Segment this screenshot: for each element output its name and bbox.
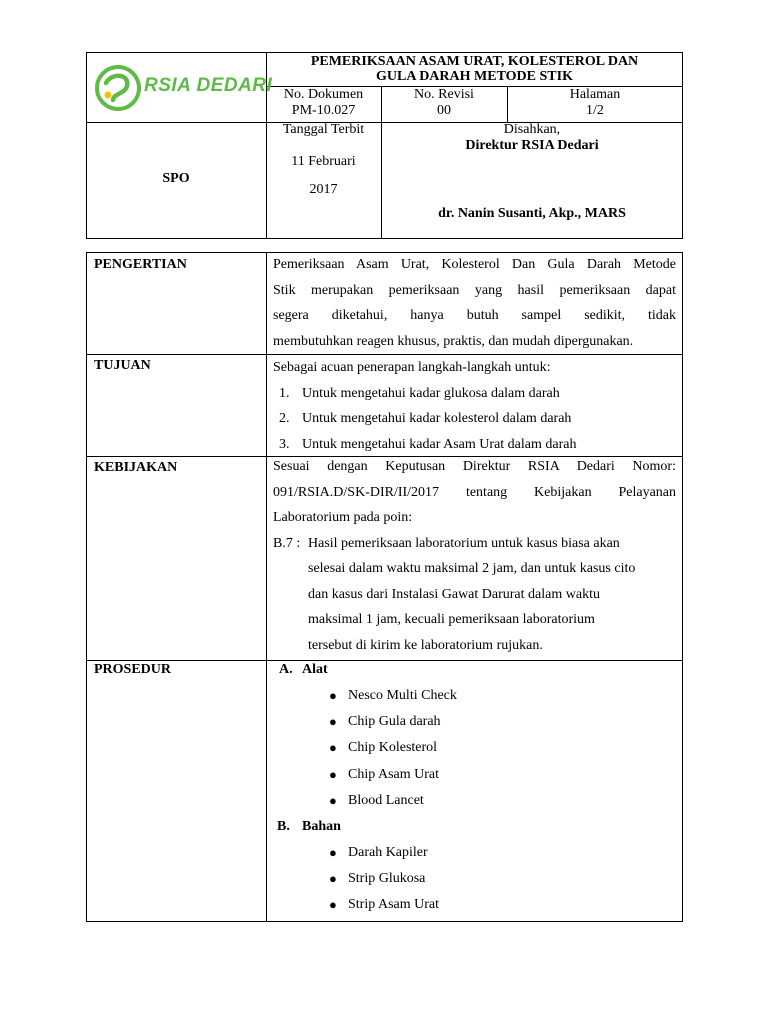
- tanggal-terbit-cell: [266, 122, 381, 198]
- halaman-value: 1/2: [586, 103, 604, 118]
- kebijakan-line: 091/RSIA.D/SK-DIR/II/2017 tentang Kebijakan Pelayanan: [273, 484, 676, 500]
- bullet-icon: ●: [329, 688, 337, 703]
- alat-marker: A.: [279, 662, 293, 677]
- alat-item: Chip Gula darah: [348, 714, 441, 730]
- bahan-item: Darah Kapiler: [348, 844, 428, 860]
- list-item: [329, 892, 676, 918]
- bullet-icon: ●: [329, 897, 337, 913]
- title-line-1: PEMERIKSAAN ASAM URAT, KOLESTEROL DAN: [310, 54, 639, 69]
- tujuan-item: [273, 381, 676, 407]
- kebijakan-point: [273, 531, 676, 659]
- list-item: [329, 735, 676, 761]
- tujuan-item-num: 1.: [279, 385, 290, 401]
- bahan-heading: [273, 814, 676, 840]
- alat-item: Blood Lancet: [348, 792, 424, 808]
- logo-mark-icon: [94, 63, 142, 113]
- pengertian-label: PENGERTIAN: [94, 257, 187, 272]
- bullet-icon: ●: [329, 792, 337, 808]
- pengertian-line: Stik merupakan pemeriksaan yang hasil pemeriksaan dapat: [273, 282, 676, 298]
- alat-list: [273, 683, 676, 814]
- list-item: [329, 683, 676, 709]
- list-item: [329, 762, 676, 788]
- kebijakan-point-line: maksimal 1 jam, kecuali pemeriksaan laboratorium: [308, 612, 595, 627]
- kebijakan-label: KEBIJAKAN: [94, 460, 178, 475]
- no-revisi-label: No. Revisi: [414, 87, 474, 102]
- no-dokumen-cell: [266, 87, 381, 119]
- tujuan-item-num: 3.: [279, 436, 290, 452]
- bullet-icon: ●: [329, 871, 337, 887]
- tujuan-content: [273, 355, 676, 457]
- no-dokumen-value: PM-10.027: [291, 103, 356, 118]
- bahan-marker: B.: [277, 818, 290, 834]
- bahan-item: Strip Asam Urat: [348, 897, 439, 913]
- tanggal-terbit-date: 11 Februari: [291, 154, 356, 169]
- bullet-icon: ●: [329, 766, 337, 782]
- halaman-cell: [507, 87, 683, 119]
- no-revisi-value: 00: [437, 103, 451, 118]
- alat-item: Nesco Multi Check: [348, 688, 457, 703]
- list-item: [329, 709, 676, 735]
- list-item: [329, 788, 676, 814]
- tujuan-intro: Sebagai acuan penerapan langkah-langkah untuk:: [273, 360, 551, 375]
- kebijakan-point-line: selesai dalam waktu maksimal 2 jam, dan untuk kasus cito: [308, 561, 636, 576]
- tujuan-label: TUJUAN: [94, 358, 151, 373]
- spo-label: SPO: [162, 171, 190, 186]
- document-title: [266, 54, 683, 84]
- tanggal-terbit-label: Tanggal Terbit: [282, 122, 365, 137]
- halaman-label: Halaman: [569, 87, 621, 102]
- prosedur-content: [273, 657, 676, 919]
- kebijakan-point-line: tersebut di kirim ke laboratorium rujukan.: [308, 637, 543, 653]
- kebijakan-point-line: Hasil pemeriksaan laboratorium untuk kasus biasa akan: [308, 535, 620, 551]
- kebijakan-line: Sesuai dengan Keputusan Direktur RSIA Dedari Nomor:: [273, 459, 676, 474]
- disahkan-role: Direktur RSIA Dedari: [465, 138, 599, 153]
- tujuan-item-num: 2.: [279, 411, 290, 426]
- logo-text: RSIA DEDARI: [144, 75, 273, 96]
- no-revisi-cell: [381, 87, 507, 119]
- bullet-icon: ●: [329, 714, 337, 730]
- disahkan-label: Disahkan,: [503, 122, 561, 137]
- disahkan-name: dr. Nanin Susanti, Akp., MARS: [438, 206, 626, 221]
- tanggal-terbit-year: 2017: [309, 182, 338, 197]
- alat-item: Chip Kolesterol: [348, 740, 438, 756]
- bullet-icon: ●: [329, 844, 337, 860]
- alat-item: Chip Asam Urat: [348, 766, 439, 782]
- tujuan-item: [273, 406, 676, 432]
- alat-heading-text: Alat: [302, 662, 328, 677]
- pengertian-line: segera diketahui, hanya butuh sampel sedikit, tidak: [273, 308, 676, 323]
- bullet-icon: ●: [329, 740, 337, 756]
- kebijakan-line: Laboratorium pada poin:: [273, 510, 413, 525]
- bahan-list: [273, 840, 676, 919]
- pengertian-line: Pemeriksaan Asam Urat, Kolesterol Dan Gula Darah Metode: [273, 257, 676, 272]
- bahan-heading-text: Bahan: [302, 818, 341, 834]
- kebijakan-content: [273, 454, 676, 658]
- alat-heading: [273, 657, 676, 683]
- kebijakan-point-label: B.7 :: [273, 535, 301, 551]
- no-dokumen-label: No. Dokumen: [283, 87, 364, 102]
- prosedur-label: PROSEDUR: [94, 662, 172, 677]
- list-item: [329, 840, 676, 866]
- list-item: [329, 866, 676, 892]
- kebijakan-point-line: dan kasus dari Instalasi Gawat Darurat dalam waktu: [308, 586, 600, 602]
- title-line-2: GULA DARAH METODE STIK: [376, 69, 573, 84]
- pengertian-line: membutuhkan reagen khusus, praktis, dan mudah dipergunakan.: [273, 333, 634, 349]
- disahkan-cell: [381, 122, 683, 222]
- tujuan-item-text: Untuk mengetahui kadar kolesterol dalam darah: [302, 411, 572, 426]
- tujuan-item-text: Untuk mengetahui kadar glukosa dalam darah: [302, 385, 560, 401]
- hospital-logo: [92, 62, 273, 114]
- bahan-item: Strip Glukosa: [348, 871, 426, 887]
- pengertian-text: [273, 252, 676, 354]
- tujuan-item-text: Untuk mengetahui kadar Asam Urat dalam darah: [302, 436, 577, 452]
